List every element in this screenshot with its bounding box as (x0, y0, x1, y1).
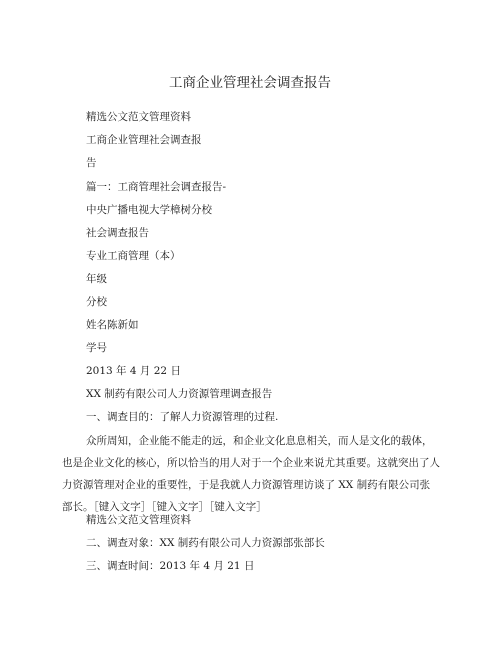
text-line: 社会调查报告 (86, 227, 149, 239)
text-line: 中央广播电视大学樟树分校 (86, 204, 212, 216)
paragraph-text: 众所周知，企业能不能走的远，和企业文化息息相关，而人是文化的载体，也是企业文化的核心，所以恰当的用人对于一个企业来说尤其重要。这就突出了人力资源管理对企业的重要性，于是我就人力资源管理访谈了 XX 制药有限公司张部长。［键入文字］［键入文字］［键入文字］ (62, 435, 440, 513)
text-line: 告 (86, 157, 97, 169)
text-line: 姓名陈新如 (86, 319, 139, 331)
text-line: 2013 年 4 月 22 日 (86, 365, 181, 377)
text-line: 年级 (86, 273, 107, 285)
text-line: 三、调查时间：2013 年 4 月 21 日 (86, 560, 255, 572)
text-line: 一、调查目的：了解人力资源管理的过程. (86, 411, 279, 423)
text-line: 工商企业管理社会调查报 (86, 134, 202, 146)
text-line: 二、调查对象：XX 制药有限公司人力资源部张部长 (86, 537, 325, 549)
text-line: 专业工商管理（本） (86, 250, 181, 262)
document-title: 工商企业管理社会调查报告 (169, 75, 331, 91)
text-line: 篇一：工商管理社会调查报告- (86, 181, 227, 193)
text-line: 精选公文范文管理资料 (86, 514, 191, 526)
body-paragraph (62, 430, 440, 518)
text-line: 学号 (86, 342, 107, 354)
text-line: XX 制药有限公司人力资源管理调查报告 (86, 388, 273, 400)
text-line: 精选公文范文管理资料 (86, 111, 191, 123)
text-line: 分校 (86, 296, 107, 308)
